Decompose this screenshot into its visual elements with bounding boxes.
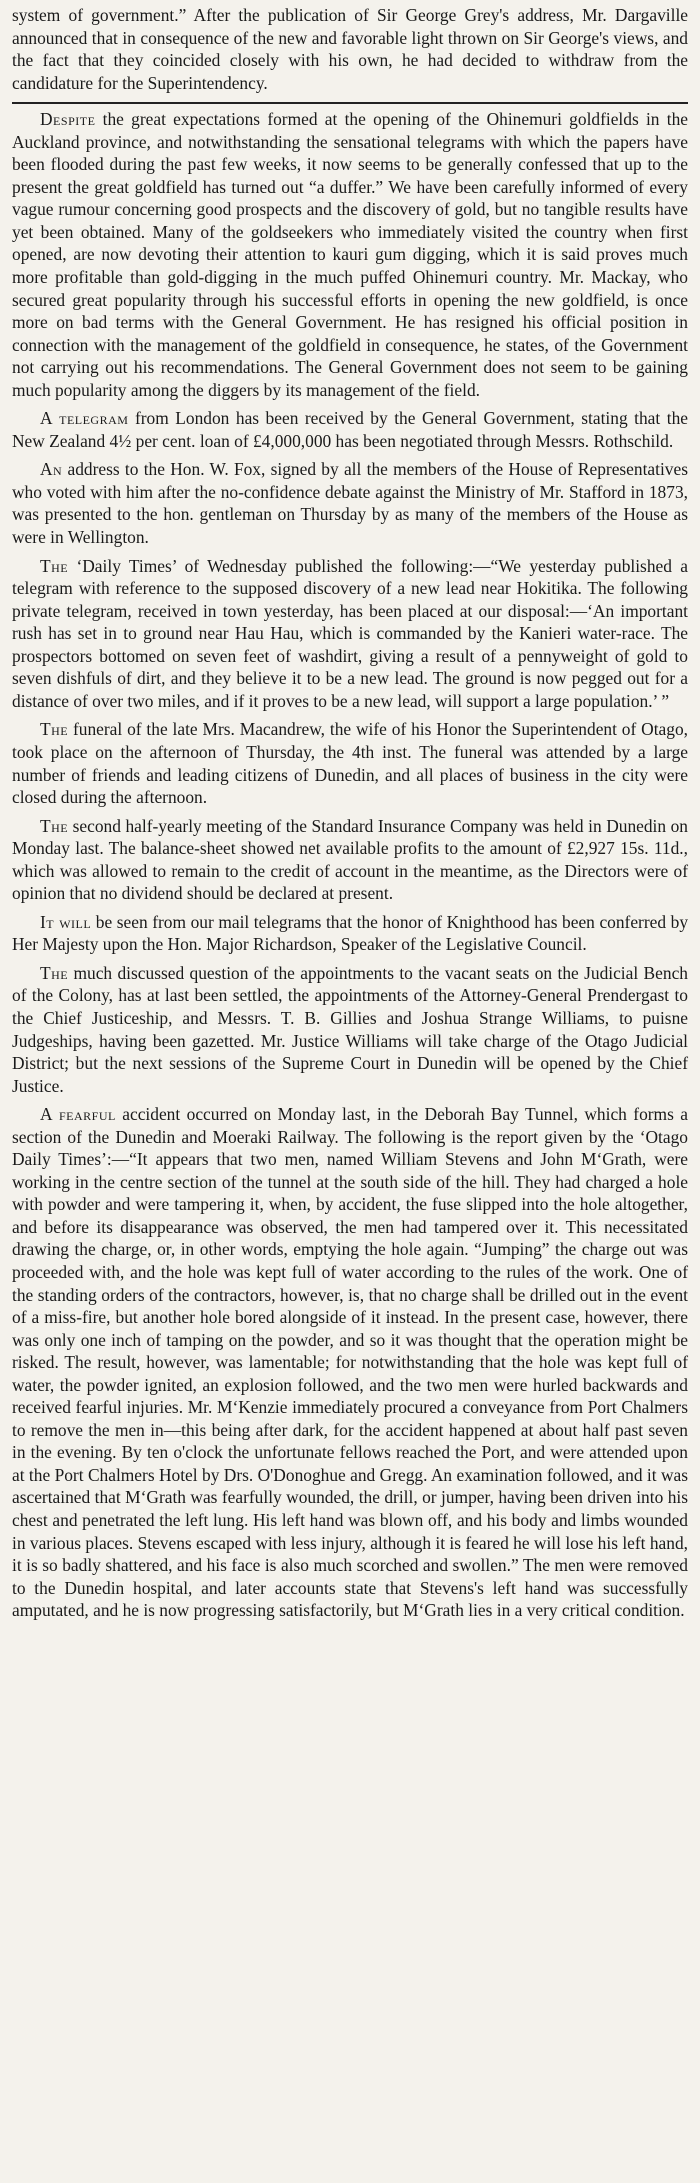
article-tunnel-accident [12,1103,688,1622]
article-body: be seen from our mail telegrams that the honor of Knighthood has been conferred by Her Majesty upon the Hon. Major Richardson, Speaker of the Legislative Council. [12,911,689,955]
article-lead: The [40,962,69,983]
article-body: much discussed question of the appointments to the vacant seats on the Judicial Bench of the Colony, has at last been settled, the appointments of the Attorney-General Prendergast to the Chief Justiceship, and Messrs. T. B. Gillies and Joshua Strange Williams, to puisne Judgeships, having been gazetted. Mr. Justice Williams will take charge of the Otago Judicial District; but the next sessions of the Supreme Court in Dunedin will be opened by the Chief Justice. [12,962,688,1096]
article-hokitika [12,555,688,713]
article-body: from London has been received by the General Government, stating that the New Zealand 4½ per cent. loan of £4,000,000 has been negotiated through Messrs. Rothschild. [12,408,688,451]
article-lead: Despite [40,109,96,130]
article-funeral [12,718,688,808]
article-judicial [12,962,688,1097]
column-rule [12,102,688,104]
article-fox-address [12,458,688,548]
article-body: ‘Daily Times’ of Wednesday published the following:—“We yesterday published a telegram with reference to the supposed discovery of a new lead near Hokitika. The following private telegram, received in town yesterday, has been placed at our disposal:—‘An important rush has set in to ground near Hau Hau, which is commanded by the Kanieri water-race. The prospectors bottomed on seven feet of washdirt, giving a result of a pennyweight of gold to seven dishfuls of dirt, and they believe it to be a new lead. The ground is now pegged out for a distance of over two miles, and if it proves to be a new lead, will support a large population.’ ” [12,555,688,711]
article-body: system of government.” After the publication of Sir George Grey's address, Mr. Dargaville announced that in consequence of the new and favorable light thrown on Sir George's views, and the fact that they coincided closely with his own, he had decided to withdraw from the candidature for the Superintendency. [12,5,688,93]
article-lead: The [40,815,69,836]
article-loan [12,407,688,452]
article-lead: An [40,459,63,480]
article-lead: It will [40,911,92,932]
article-knighthood [12,911,688,956]
article-ohinemuri [12,108,688,401]
article-dargaville [12,4,688,94]
article-lead: A fearful [40,1104,116,1125]
article-lead: A telegram [40,408,129,429]
article-body: funeral of the late Mrs. Macandrew, the wife of his Honor the Superintendent of Otago, took place on the afternoon of Thursday, the 4th inst. The funeral was attended by a large number of friends and leading citizens of Dunedin, and all places of business in the city were closed during the afternoon. [12,719,688,808]
article-insurance [12,815,688,905]
article-lead: The [40,719,69,740]
article-body: address to the Hon. W. Fox, signed by all the members of the House of Representatives who voted with him after the no-confidence debate against the Ministry of Mr. Stafford in 1873, was presented to the hon. gentleman on Thursday by as many of the members of the House as were in Wellington. [12,459,688,548]
article-body: second half-yearly meeting of the Standard Insurance Company was held in Dunedin on Monday last. The balance-sheet showed net available profits to the amount of £2,927 15s. 11d., which was allowed to remain to the credit of account in the meantime, as the Directors were of opinion that no dividend should be declared at present. [12,815,688,904]
article-body: the great expectations formed at the opening of the Ohinemuri goldfields in the Auckland province, and notwithstanding the sensational telegrams with which the papers have been flooded during the past few weeks, it now seems to be generally confessed that up to the present the great goldfield has turned out “a duffer.” We have been carefully informed of every vague rumour concerning good prospects and the discovery of gold, but no tangible results have yet been obtained. Many of the goldseekers who immediately visited the country when first opened, are now devoting their attention to kauri gum digging, which it is said proves much more profitable than gold-digging in the much puffed Ohinemuri country. Mr. Mackay, who secured great popularity through his successful efforts in opening the new goldfield, is once more on bad terms with the General Government. He has resigned his official position in connection with the management of the goldfield in consequence, he states, of the Government not carrying out his recommendations. The General Government does not seem to be gaining much popularity among the diggers by its management of the field. [12,109,688,400]
article-body: accident occurred on Monday last, in the Deborah Bay Tunnel, which forms a section of the Dunedin and Moeraki Railway. The following is the report given by the ‘Otago Daily Times’:—“It appears that two men, named William Stevens and John M‘Grath, were working in the centre section of the tunnel at the south side of the hill. They had charged a hole with powder and were tampering it, when, by accident, the fuse slipped into the hole altogether, and before its disappearance was observed, the men had tampered over it. This necessitated drawing the charge, or, in other words, emptying the hole again. “Jumping” the charge out was proceeded with, and the hole was kept full of water according to the rules of the work. One of the standing orders of the contractors, however, is, that no charge shall be drilled out in the event of a miss-fire, but another hole bored alongside of it instead. In the present case, however, there was only one inch of tamping on the powder, and so it was thought that the operation might be risked. The result, however, was lamentable; for notwithstanding that the hole was kept full of water, the powder ignited, an explosion followed, and the two men were hurled backwards and received fearful injuries. Mr. M‘Kenzie immediately procured a conveyance from Port Chalmers to remove the men in—this being after dark, for the accident happened at about half past seven in the evening. By ten o'clock the unfortunate fellows reached the Port, and were attended upon at the Port Chalmers Hotel by Drs. O'Donoghue and Gregg. An examination followed, and it was ascertained that M‘Grath was fearfully wounded, the drill, or jumper, having been driven into his chest and penetrated the left lung. His left hand was blown off, and his body and limbs wounded in various places. Stevens escaped with less injury, although it is feared he will lose his left hand, it is so badly shattered, and his face is also much scorched and swollen.” The men were removed to the Dunedin hospital, and later accounts state that Stevens's left hand was successfully amputated, and he is now progressing satisfactorily, but M‘Grath lies in a very critical condition. [12,1104,688,1621]
article-lead: The [40,555,69,576]
